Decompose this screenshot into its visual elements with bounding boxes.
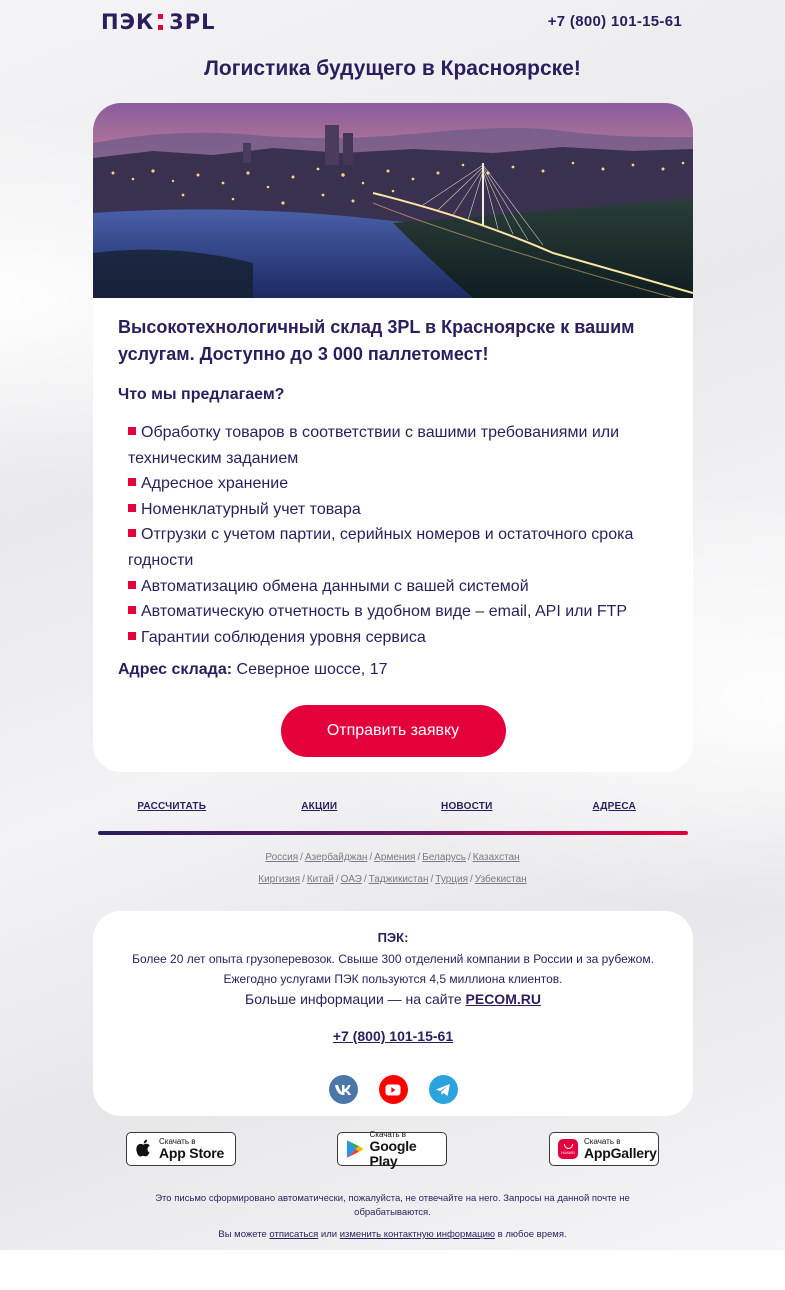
header [0,0,785,44]
country-link-uzbekistan[interactable]: Узбекистан [474,874,527,885]
page-title: Логистика будущего в Красноярске! [204,57,581,80]
logo-right-text: 3PL [169,10,216,34]
country-link-turkey[interactable]: Турция [435,874,468,885]
company-info-more: Больше информации — на сайте PECOM.RU [245,991,541,1007]
send-request-button[interactable]: Отправить заявку [281,705,506,757]
offer-item: Адресное хранение [128,471,668,497]
offer-item: Автоматизацию обмена данными с вашей системой [128,574,668,600]
country-link-russia[interactable]: Россия [265,852,299,863]
unsubscribe-link[interactable]: отписаться [269,1229,319,1240]
app-store-badge[interactable]: Скачать в App Store [126,1132,236,1166]
nav-link-promotions[interactable]: АКЦИИ [301,801,338,812]
huawei-appgallery-icon: HUAWEI [558,1139,578,1159]
offer-item: Номенклатурный учет товара [128,497,668,523]
apple-icon [135,1139,153,1159]
nav-link-calculate[interactable]: РАССЧИТАТЬ [137,801,207,812]
bullet-icon [128,632,136,640]
company-info-text: Более 20 лет опыта грузоперевозок. Свыше 300 отделений компании в России и за рубежом. Ежегодно услугами ПЭК пользуются 4,5 миллиона клиентов. [132,952,654,986]
offers-list [118,420,668,650]
warehouse-address [118,661,668,679]
nav-gradient-divider [98,831,688,835]
bullet-icon [128,581,136,589]
vk-icon[interactable] [329,1075,358,1104]
country-link-armenia[interactable]: Армения [374,852,416,863]
nav-link-news[interactable]: НОВОСТИ [441,801,493,812]
country-link-azerbaijan[interactable]: Азербайджан [304,852,368,863]
bullet-icon [128,478,136,486]
bullet-icon [128,427,136,435]
country-link-tajikistan[interactable]: Таджикистан [368,874,429,885]
auto-email-disclaimer: Это письмо сформировано автоматически, пожалуйста, не отвечайте на него. Запросы на данной почте не обрабатываются. [155,1193,630,1218]
appgallery-badge[interactable]: HUAWEI Скачать в AppGallery [549,1132,659,1166]
header-phone-link[interactable]: +7 (800) 101-15-61 [547,13,682,30]
country-link-uae[interactable]: ОАЭ [340,874,362,885]
offer-item: Обработку товаров в соответствии с вашими требованиями или техническим заданием [128,424,620,467]
address-value: Северное шоссе, 17 [236,661,388,679]
footer-phone-link[interactable]: +7 (800) 101-15-61 [332,1028,454,1044]
google-play-badge[interactable]: Скачать в Google Play [337,1132,447,1166]
offer-item: Отгрузки с учетом партии, серийных номеров и остаточного срока годности [128,526,634,569]
address-label: Адрес склада: [118,661,233,679]
countries-row-2: Киргизия / Китай / ОАЭ / Таджикистан / Турция / Узбекистан [258,874,527,885]
pecom-site-link[interactable]: PECOM.RU [465,991,541,1007]
countries-row-1: Россия / Азербайджан / Армения / Беларусь / Казахстан [265,852,520,863]
company-info-card [93,911,693,1116]
country-link-china[interactable]: Китай [306,874,334,885]
offer-item: Автоматическую отчетность в удобном виде – email, API или FTP [128,599,668,625]
country-link-kazakhstan[interactable]: Казахстан [472,852,520,863]
offer-card [93,103,693,772]
nav-link-addresses[interactable]: АДРЕСА [592,801,636,812]
youtube-icon[interactable] [379,1075,408,1104]
social-links [93,1075,693,1104]
bullet-icon [128,606,136,614]
change-contact-info-link[interactable]: изменить контактную информацию [339,1229,496,1240]
unsubscribe-line: Вы можете отписаться или изменить контактную информацию в любое время. [218,1229,567,1240]
company-info-title: ПЭК: [377,930,409,945]
offer-headline: Высокотехнологичный склад 3PL в Красноярске к вашим услугам. Доступно до 3 000 паллетомест! [118,317,635,364]
bullet-icon [128,529,136,537]
logo-left-text: ПЭК [101,10,155,34]
telegram-icon[interactable] [429,1075,458,1104]
footer-nav [98,801,688,812]
krasnoyarsk-bridge-image [93,103,693,298]
logo-separator [158,14,163,30]
pek-3pl-logo[interactable] [101,11,216,33]
country-link-belarus[interactable]: Беларусь [422,852,466,863]
country-link-kyrgyzstan[interactable]: Киргизия [258,874,301,885]
offer-item: Гарантии соблюдения уровня сервиса [128,625,668,651]
app-store-badges [0,1129,785,1169]
bullet-icon [128,504,136,512]
offer-subhead: Что мы предлагаем? [118,386,285,403]
google-play-icon [346,1139,364,1159]
